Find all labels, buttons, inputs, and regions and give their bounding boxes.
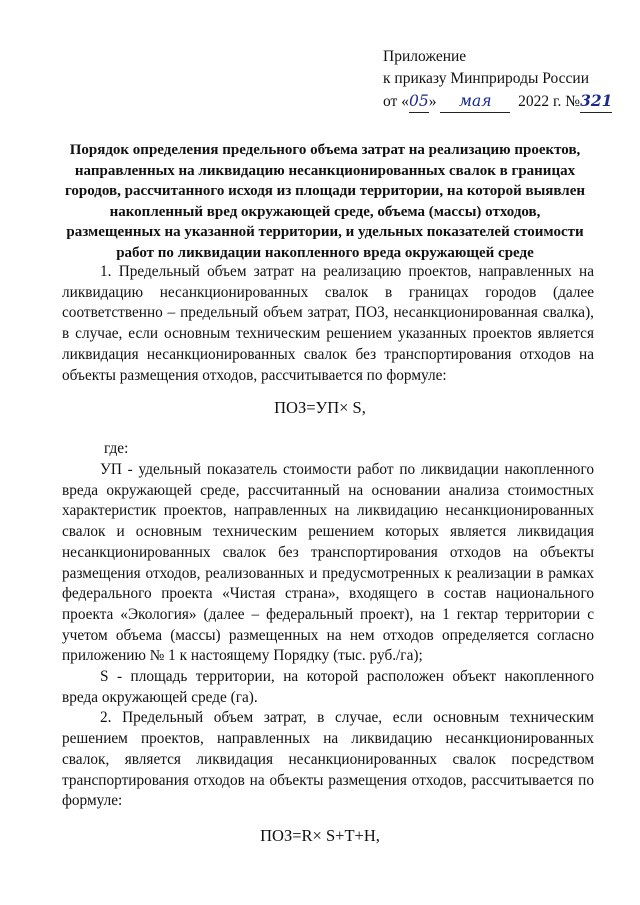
appendix-order-ref: к приказу Минприроды России	[383, 70, 590, 87]
title-line: накопленный вред окружающей среде, объема (массы) отходов,	[109, 203, 541, 220]
formula-2: ПОЗ=R× S+T+H,	[260, 826, 380, 845]
title-line: Порядок определения предельного объема затрат на реализацию проектов,	[69, 142, 581, 158]
appendix-title: Приложение	[383, 48, 467, 65]
definitions-block	[62, 460, 594, 812]
where-label: где:	[104, 440, 129, 457]
paragraph-1-block	[62, 262, 594, 386]
definition-s: S - площадь территории, на которой расположен объект накопленного вреда окружающей среде (га).	[62, 668, 594, 706]
paragraph-2: 2. Предельный объем затрат, в случае, если основным техническим решением проектов, направленных на ликвидацию несанкционированных свалок, является ликвидация несанкционированных свалок посредством транспортирования отходов на объекты размещения отходов, рассчитывается по формуле:	[62, 709, 594, 810]
title-line: городов, рассчитанного исходя из площади территории, на которой выявлен	[64, 183, 586, 199]
definition-up: УП - удельный показатель стоимости работ по ликвидации накопленного вреда окружающей среде, рассчитанный на основании анализа стоимостных характеристик проектов, направленных на ликвидацию несанкционированных свалок и основным техническим решением которых является ликвидация несанкционированных свалок без транспортирования отходов на объекты размещения отходов, реализованных и предусмотренных к реализации в рамках федерального проекта «Чистая страна», входящего в состав национального проекта «Экология» (далее – федеральный проект), на 1 гектар территории с учетом объема (массы) размещенных на нем отходов определяется согласно приложению № 1 к настоящему Порядку (тыс. руб./га);	[62, 461, 594, 665]
date-close-quote: »	[428, 93, 437, 110]
title-line: размещенных на указанной территории, и удельных показателей стоимости	[66, 224, 584, 240]
title-line: направленных на ликвидацию несанкционированных свалок в границах	[74, 162, 576, 179]
appendix-date-line	[383, 90, 623, 113]
year-suffix: 2022 г. №	[518, 93, 581, 110]
paragraph-1: 1. Предельный объем затрат на реализацию проектов, направленных на ликвидацию несанкционированных свалок в границах городов (далее соответственно – предельный объем затрат, ПОЗ, несанкционированная свалка), в случае, если основным техническим решением указанных проектов является ликвидация несанкционированных свалок без транспортирования отходов на объекты размещения отходов, рассчитывается по формуле:	[62, 263, 594, 384]
formula-1: ПОЗ=УП× S,	[274, 398, 366, 417]
appendix-header	[383, 46, 623, 113]
handwritten-order-number: 321	[580, 90, 612, 113]
document-title	[58, 140, 592, 263]
title-line: работ по ликвидации накопленного вреда окружающей среде	[116, 244, 534, 261]
handwritten-day: 05	[409, 90, 429, 113]
date-prefix: от «	[383, 93, 409, 110]
handwritten-month: мая	[440, 90, 510, 113]
